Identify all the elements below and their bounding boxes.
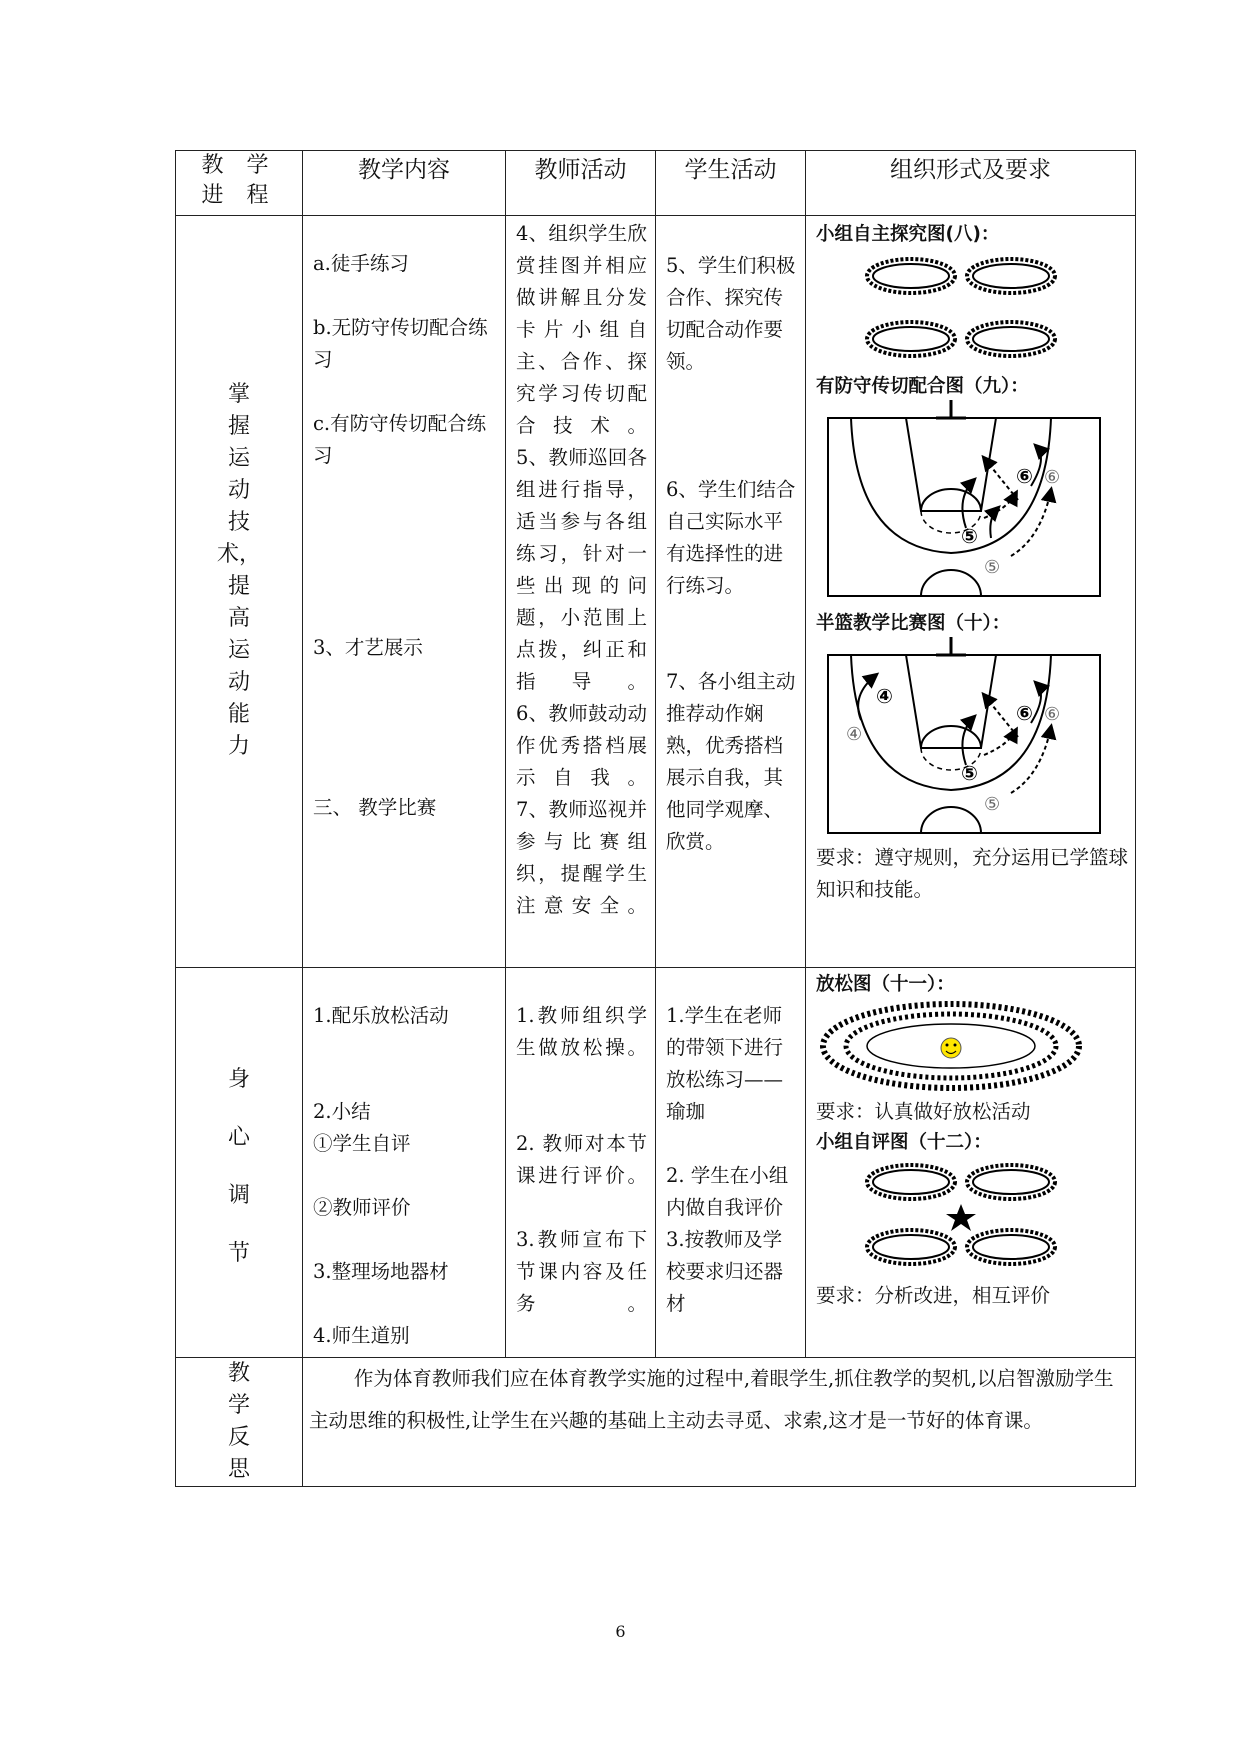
content-c: c.有防守传切配合练习 — [313, 412, 487, 467]
eval-group-1 — [867, 1165, 955, 1199]
student-skill — [656, 216, 806, 968]
pass-path-2 — [984, 458, 1018, 500]
lesson-plan-table — [175, 150, 1136, 1487]
teacher-smiley-icon — [941, 1038, 961, 1058]
reflection-text: 作为体育教师我们应在体育教学实施的过程中,着眼学生,抓住教学的契机,以启智激励学生主动思维的积极性,让学生在兴趣的基础上主动去寻觅、求索,这才是一节好的体育课。 — [303, 1358, 1136, 1487]
content-e: 三、 教学比赛 — [313, 796, 437, 819]
fig10-requirement: 要求：遵守规则，充分运用已学篮球知识和技能。 — [816, 846, 1129, 901]
teacher-activity-5: 5、教师巡回各组进行指导，适当参与各组练习，针对一些出现的问题，小范围上点拨，纠正和指导。 — [516, 446, 647, 693]
player-6-defense: ⑥ — [1016, 464, 1033, 488]
stage-recovery-chars — [182, 1064, 296, 1270]
center-circle — [921, 807, 981, 833]
cut-path-4 — [858, 675, 876, 720]
header-stage-line2: 进 程 — [201, 183, 277, 208]
key-lane — [906, 418, 996, 511]
teacher-activity-4: 4、组织学生欣赏挂图并相应做讲解且分发卡片小组自主、合作、探究学习传切配合技术。 — [516, 222, 647, 437]
group-self-eval-diagram — [816, 1154, 1126, 1280]
stage-char: 运 — [227, 446, 250, 471]
header-stage — [176, 151, 303, 216]
stage-reflection — [176, 1358, 303, 1487]
free-throw-arc — [921, 489, 981, 511]
student-activity-7: 7、各小组主动推荐动作娴熟，优秀搭档展示自我，其他同学观摩、欣赏。 — [666, 670, 796, 853]
header-content: 教学内容 — [303, 151, 506, 216]
stage-reflection-chars — [182, 1358, 296, 1486]
org-skill — [806, 216, 1136, 968]
group-circles-diagram — [816, 246, 1126, 372]
content-relax: 1.配乐放松活动 — [313, 1004, 449, 1027]
stage-char: 反 — [227, 1425, 250, 1450]
player-5-defense: ⑤ — [961, 524, 978, 548]
teacher-relax: 1.教师组织学生做放松操。 — [516, 1004, 647, 1059]
cut-path-1 — [962, 717, 974, 765]
stage-char: 动 — [227, 670, 250, 695]
content-cleanup: 3.整理场地器材 — [313, 1260, 449, 1283]
eval-group-2 — [967, 1165, 1055, 1199]
stage-char: 运 — [227, 638, 250, 663]
stage-char: 技 — [227, 510, 250, 535]
player-6-offense: ⑥ — [1044, 704, 1061, 725]
fig8-title: 小组自主探究图(八)： — [816, 224, 1000, 245]
group-circle-2 — [967, 259, 1055, 293]
stage-char: 提 — [227, 574, 250, 599]
fig12-title: 小组自评图（十二）： — [816, 1132, 992, 1153]
free-throw-arc — [921, 726, 981, 748]
stage-char: 动 — [227, 478, 250, 503]
stage-recovery — [176, 968, 303, 1358]
stage-skill — [176, 216, 303, 968]
teacher-evaluate: 2. 教师对本节课进行评价。 — [516, 1132, 647, 1187]
stage-skill-chars — [182, 379, 296, 763]
header-teacher: 教师活动 — [506, 151, 656, 216]
pass-path-2 — [984, 695, 1018, 737]
org-recovery — [806, 968, 1136, 1358]
header-organization: 组织形式及要求 — [806, 151, 1136, 216]
player-5-offense: ⑤ — [984, 557, 1001, 578]
eval-group-4 — [967, 1230, 1055, 1264]
content-self-eval: ①学生自评 — [313, 1132, 411, 1155]
fig11-requirement: 要求：认真做好放松活动 — [816, 1100, 1031, 1123]
stage-char: 教 — [227, 1361, 250, 1386]
header-stage-line1: 教 学 — [201, 153, 277, 178]
group-circle-1 — [867, 259, 955, 293]
stage-char: 握 — [227, 414, 250, 439]
court-outline — [828, 418, 1100, 596]
fig10-title: 半篮教学比赛图（十）： — [816, 613, 1011, 634]
player-4-defense: ④ — [876, 684, 893, 708]
content-summary: 2.小结 — [313, 1100, 371, 1123]
content-teacher-eval: ②教师评价 — [313, 1196, 411, 1219]
center-circle — [921, 570, 981, 596]
eval-group-3 — [867, 1230, 955, 1264]
content-skill — [303, 216, 506, 968]
page-number: 6 — [615, 1622, 626, 1641]
header-student: 学生活动 — [656, 151, 806, 216]
row-reflection — [176, 1358, 1136, 1487]
fig9-title: 有防守传切配合图（九）： — [816, 376, 1029, 397]
key-lane — [906, 655, 996, 748]
stage-char: 力 — [227, 734, 250, 759]
student-recovery — [656, 968, 806, 1358]
stage-char: 掌 — [227, 382, 250, 407]
cut-path-1 — [962, 480, 974, 528]
stage-char: 高 — [227, 606, 250, 631]
teacher-activity-6: 6、教师鼓动动作优秀搭档展示自我。 — [516, 702, 647, 789]
student-return-equipment: 3.按教师及学校要求归还器材 — [666, 1228, 784, 1315]
row-recovery — [176, 968, 1136, 1358]
student-activity-6: 6、学生们结合自己实际水平有选择性的进行练习。 — [666, 478, 796, 597]
group-circle-3 — [867, 322, 955, 356]
player-6-defense: ⑥ — [1016, 701, 1033, 725]
player-6-offense: ⑥ — [1044, 467, 1061, 488]
header-row — [176, 151, 1136, 216]
content-a: a.徒手练习 — [313, 252, 409, 275]
content-d: 3、才艺展示 — [313, 636, 423, 659]
teacher-announce: 3.教师宣布下节课内容及任务。 — [516, 1228, 647, 1315]
player-5-offense: ⑤ — [984, 794, 1001, 815]
teacher-skill — [506, 216, 656, 968]
half-court-game-diagram — [816, 635, 1126, 840]
teacher-star-icon — [946, 1204, 976, 1231]
stage-char: 术， — [216, 542, 261, 567]
fig12-requirement: 要求：分析改进，相互评价 — [816, 1284, 1051, 1307]
student-self-eval: 2. 学生在小组内做自我评价 — [666, 1164, 789, 1219]
stage-char: 节 — [227, 1241, 250, 1266]
stage-char: 心 — [227, 1125, 250, 1150]
group-circle-4 — [967, 322, 1055, 356]
row-skill — [176, 216, 1136, 968]
content-farewell: 4.师生道别 — [313, 1324, 410, 1347]
player-4-offense: ④ — [846, 724, 863, 745]
relaxation-formation-diagram — [816, 996, 1126, 1096]
content-b: b.无防守传切配合练习 — [313, 316, 488, 371]
student-relax: 1.学生在老师的带领下进行放松练习——瑜珈 — [666, 1004, 784, 1123]
stage-char: 身 — [227, 1067, 250, 1092]
student-activity-5: 5、学生们积极合作、探究传切配合动作要领。 — [666, 254, 796, 373]
pass-path-1 — [984, 493, 1016, 518]
pass-path-1 — [984, 730, 1016, 755]
stage-char: 调 — [227, 1183, 250, 1208]
teacher-activity-7: 7、教师巡视并参与比赛组织，提醒学生注意安全。 — [516, 798, 647, 917]
dribble-path — [990, 508, 998, 538]
stage-char: 学 — [227, 1393, 250, 1418]
fig11-title: 放松图（十一）： — [816, 974, 955, 995]
player-5-defense: ⑤ — [961, 761, 978, 785]
teacher-recovery — [506, 968, 656, 1358]
content-recovery — [303, 968, 506, 1358]
stage-char: 思 — [227, 1457, 250, 1482]
defense-pass-cut-diagram — [816, 398, 1126, 603]
stage-char: 能 — [227, 702, 250, 727]
